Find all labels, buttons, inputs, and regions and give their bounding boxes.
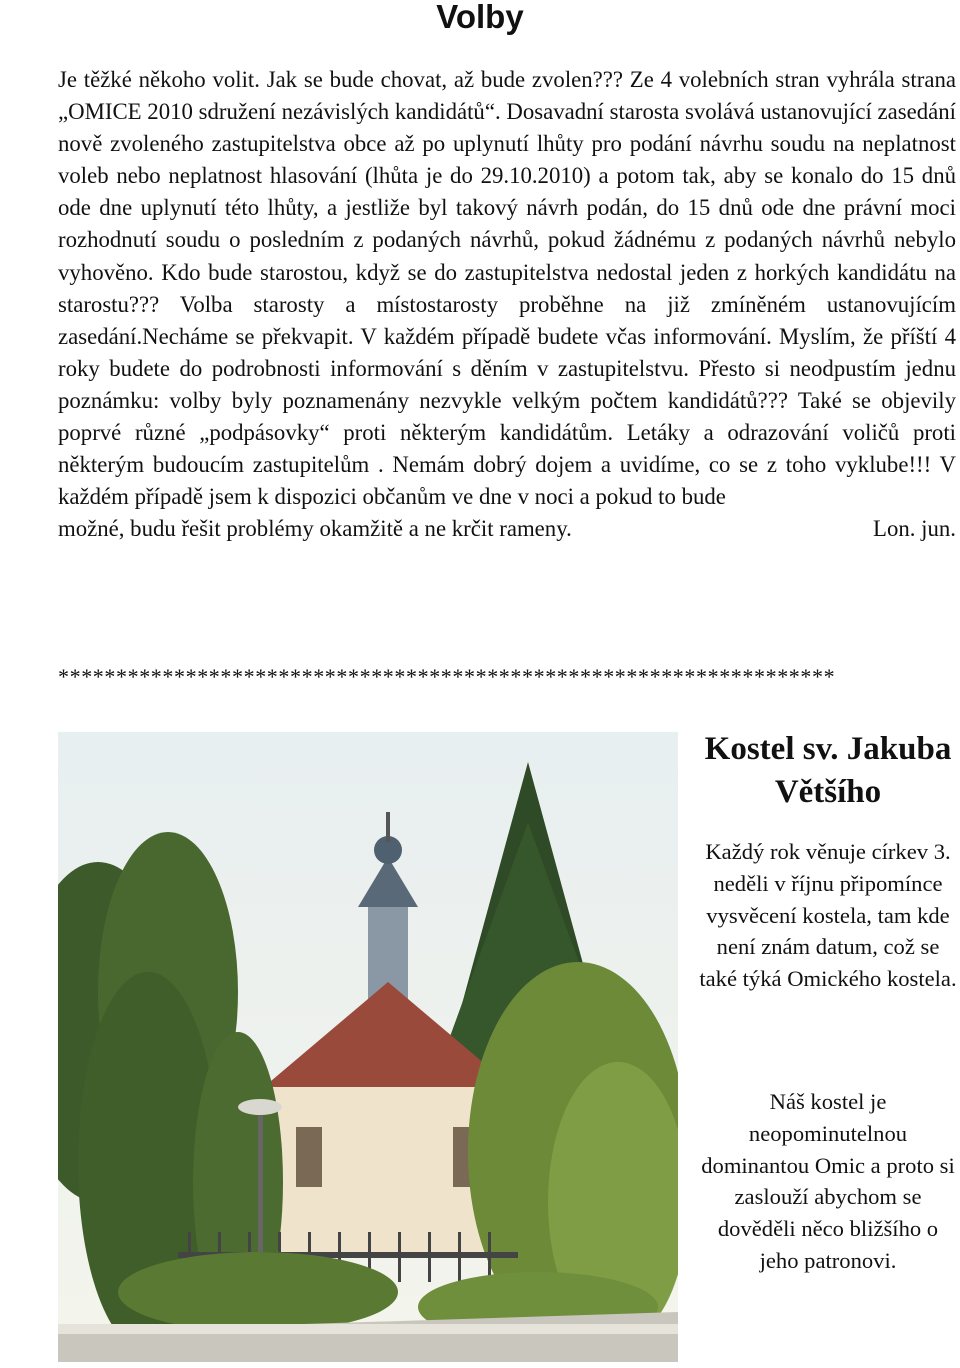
article-signature: Lon. jun.: [873, 516, 956, 542]
church-paragraph-2: Náš kostel je neopominutelnou dominantou Omic a proto si zaslouží abychom se dověděli něco bližšího o jeho patronovi.: [701, 1089, 955, 1273]
article-last-line: [58, 513, 956, 545]
article-title: Volby: [436, 0, 524, 35]
church-paragraph-1: Každý rok věnuje církev 3. neděli v říjnu připomínce vysvěcení kostela, tam kde není znám datum, což se také týká Omického kostela.: [699, 839, 957, 992]
church-title: Kostel sv. Jakuba Většího: [704, 731, 952, 810]
article-last-line-text: možné, budu řešit problémy okamžitě a ne krčit rameny.: [58, 516, 572, 542]
church-photo: [58, 732, 678, 1362]
article-body: [58, 64, 956, 545]
article-body-text: Je těžké někoho volit. Jak se bude chovat, až bude zvolen??? Ze 4 volebních stran vyhrála strana „OMICE 2010 sdružení nezávislých kandidátů“. Dosavadní starosta svolává ustanovující zasedání nově zvoleného zastupitelstva obce až po uplynutí lhůty pro podání návrhu soudu na neplatnost voleb nebo neplatnost hlasování (lhůta je do 29.10.2010) a potom tak, aby se konalo do 15 dnů ode dne uplynutí této lhůty, a jestliže byl takový návrh podán, do 15 dnů ode dne právní moci rozhodnutí soudu o posledním z podaných návrhů, pokud žádnému z podaných návrhů nebylo vyhověno. Kdo bude starostou, když se do zastupitelstva nedostal jeden z horkých kandidátu na starostu??? Volba starosty a místostarosty proběhne na již zmíněném ustanovujícím zasedání.Necháme se překvapit. V každém případě budete včas informování. Myslím, že příští 4 roky budete do podrobnosti informování s děním v zastupitelstvu. Přesto si neodpustím jednu poznámku: volby byly poznamenány nezvykle velkým počtem kandidátů??? Také se objevily poprvé různé „podpásovky“ proti některým kandidátům. Letáky a odrazování voličů proti některým budoucím zastupitelům . Nemám dobrý dojem a uvidíme, co se z toho vyklube!!! V každém případě jsem k dispozici občanům ve dne v noci a pokud to bude: [58, 67, 956, 510]
separator-stars: *******************************************************************: [58, 664, 836, 689]
